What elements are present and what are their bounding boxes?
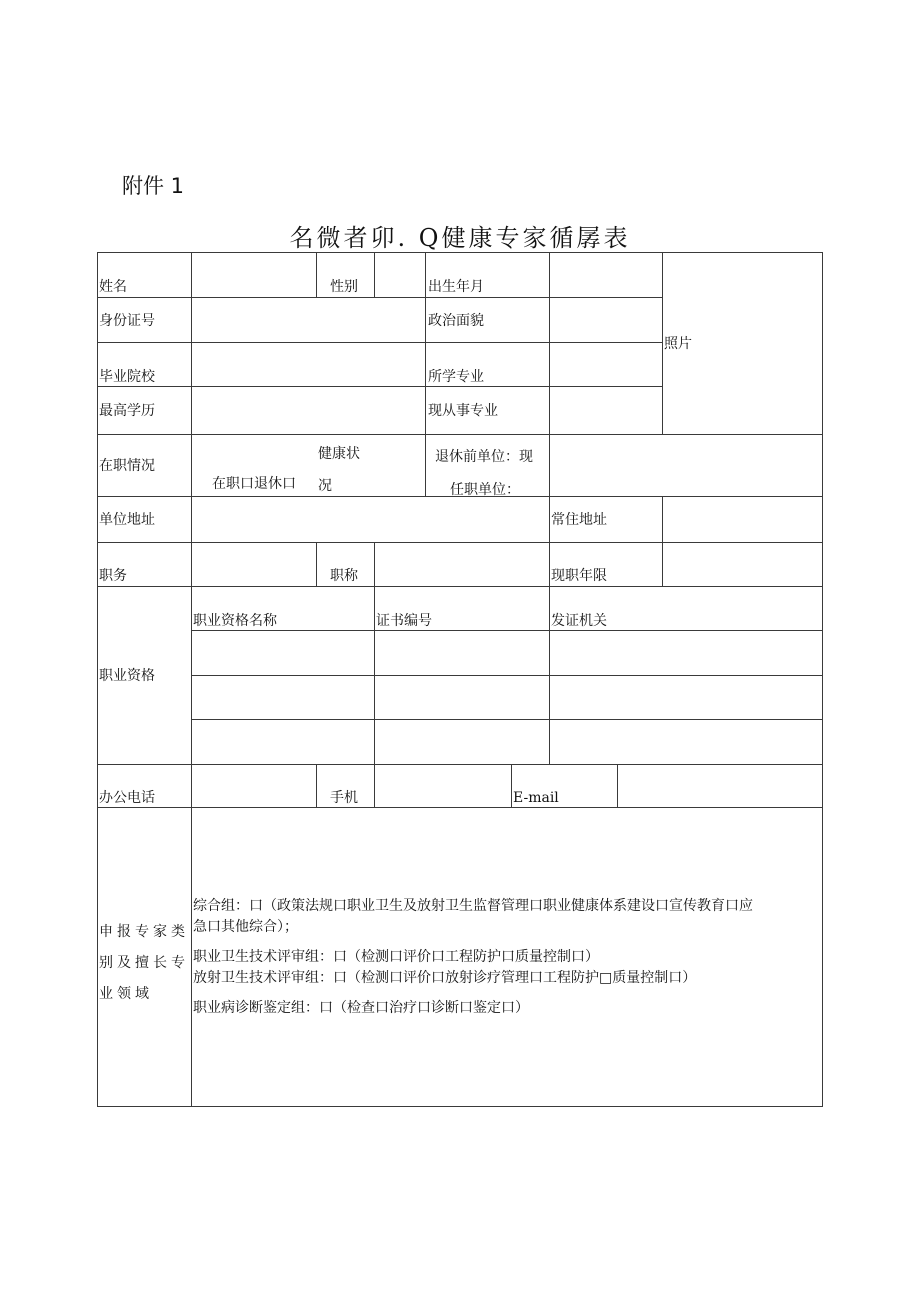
- category-line: 职业卫生技术评审组：口（检测口评价口工程防护口质量控制口）: [193, 949, 599, 965]
- row-line: [97, 434, 823, 435]
- label-unit-a: 退休前单位：现: [435, 449, 533, 465]
- col-line: [662, 496, 663, 542]
- attachment-label: 附件 1: [122, 174, 185, 198]
- label-position: 职务: [99, 568, 127, 584]
- label-mobile: 手机: [330, 790, 358, 806]
- col-line: [549, 496, 550, 542]
- label-office-phone: 办公电话: [99, 790, 155, 806]
- label-current-major: 现从事专业: [428, 403, 498, 419]
- label-unit-b: 任职单位：: [450, 482, 520, 498]
- row-line: [97, 586, 823, 587]
- col-line: [316, 252, 317, 297]
- col-line: [374, 764, 375, 807]
- row-line: [97, 542, 823, 543]
- col-line: [662, 252, 663, 434]
- label-status-options: 在职口退休口: [212, 476, 296, 492]
- col-line: [662, 542, 663, 586]
- col-line: [549, 586, 550, 764]
- label-issuer: 发证机关: [551, 613, 607, 629]
- label-education: 最高学历: [99, 403, 155, 419]
- col-line: [617, 764, 618, 807]
- label-health-a: 健康状: [318, 446, 360, 462]
- label-major: 所学专业: [428, 369, 484, 385]
- row-line: [191, 719, 823, 720]
- label-gender: 性别: [330, 279, 358, 295]
- label-political-status: 政治面貌: [428, 313, 484, 329]
- category-line: 职业病诊断鉴定组：口（检查口治疗口诊断口鉴定口）: [193, 1000, 529, 1016]
- label-email: E-mail: [513, 790, 559, 806]
- row-line: [191, 675, 823, 676]
- col-line: [549, 542, 550, 586]
- row-line: [97, 1106, 823, 1107]
- label-id-number: 身份证号: [99, 313, 155, 329]
- row-line: [97, 252, 823, 253]
- col-line: [316, 542, 317, 586]
- label-certificate-number: 证书编号: [376, 613, 432, 629]
- label-school: 毕业院校: [99, 369, 155, 385]
- row-line: [97, 342, 662, 343]
- label-qualification-name: 职业资格名称: [193, 613, 277, 629]
- col-line: [374, 252, 375, 297]
- col-line: [425, 252, 426, 434]
- col-line: [549, 252, 550, 434]
- col-line: [374, 542, 375, 586]
- label-birth: 出生年月: [428, 279, 484, 295]
- label-photo: 照片: [664, 336, 692, 352]
- label-qualification: 职业资格: [99, 668, 155, 684]
- category-line: 放射卫生技术评审组：口（检测口评价口放射诊疗管理口工程防护□质量控制口）: [193, 970, 697, 986]
- row-line: [97, 386, 662, 387]
- col-line: [822, 252, 823, 1107]
- label-home-address: 常住地址: [551, 512, 607, 528]
- label-employment: 在职情况: [99, 458, 155, 474]
- category-line: 急口其他综合）；: [193, 919, 298, 935]
- label-health-b: 况: [318, 478, 332, 494]
- label-name: 姓名: [99, 279, 127, 295]
- row-line: [97, 764, 823, 765]
- col-line: [374, 586, 375, 764]
- row-line: [191, 630, 823, 631]
- label-expert-category: 申报专家类别及擅长专业领域: [99, 924, 189, 1002]
- label-professional-title: 职称: [330, 568, 358, 584]
- col-line: [316, 764, 317, 807]
- col-line: [191, 252, 192, 1107]
- category-options: [193, 896, 819, 1019]
- row-line: [97, 297, 662, 298]
- category-line: 综合组：口（政策法规口职业卫生及放射卫生监督管理口职业健康体系建设口宣传教育口应: [193, 898, 753, 914]
- label-years: 现职年限: [551, 568, 607, 584]
- row-line: [97, 807, 823, 808]
- col-line: [97, 252, 98, 1107]
- col-line: [511, 764, 512, 807]
- col-line: [425, 434, 426, 496]
- label-unit-address: 单位地址: [99, 512, 155, 528]
- form-title: 名微者卯. Q健康专家循孱表: [289, 224, 631, 252]
- col-line: [549, 434, 550, 496]
